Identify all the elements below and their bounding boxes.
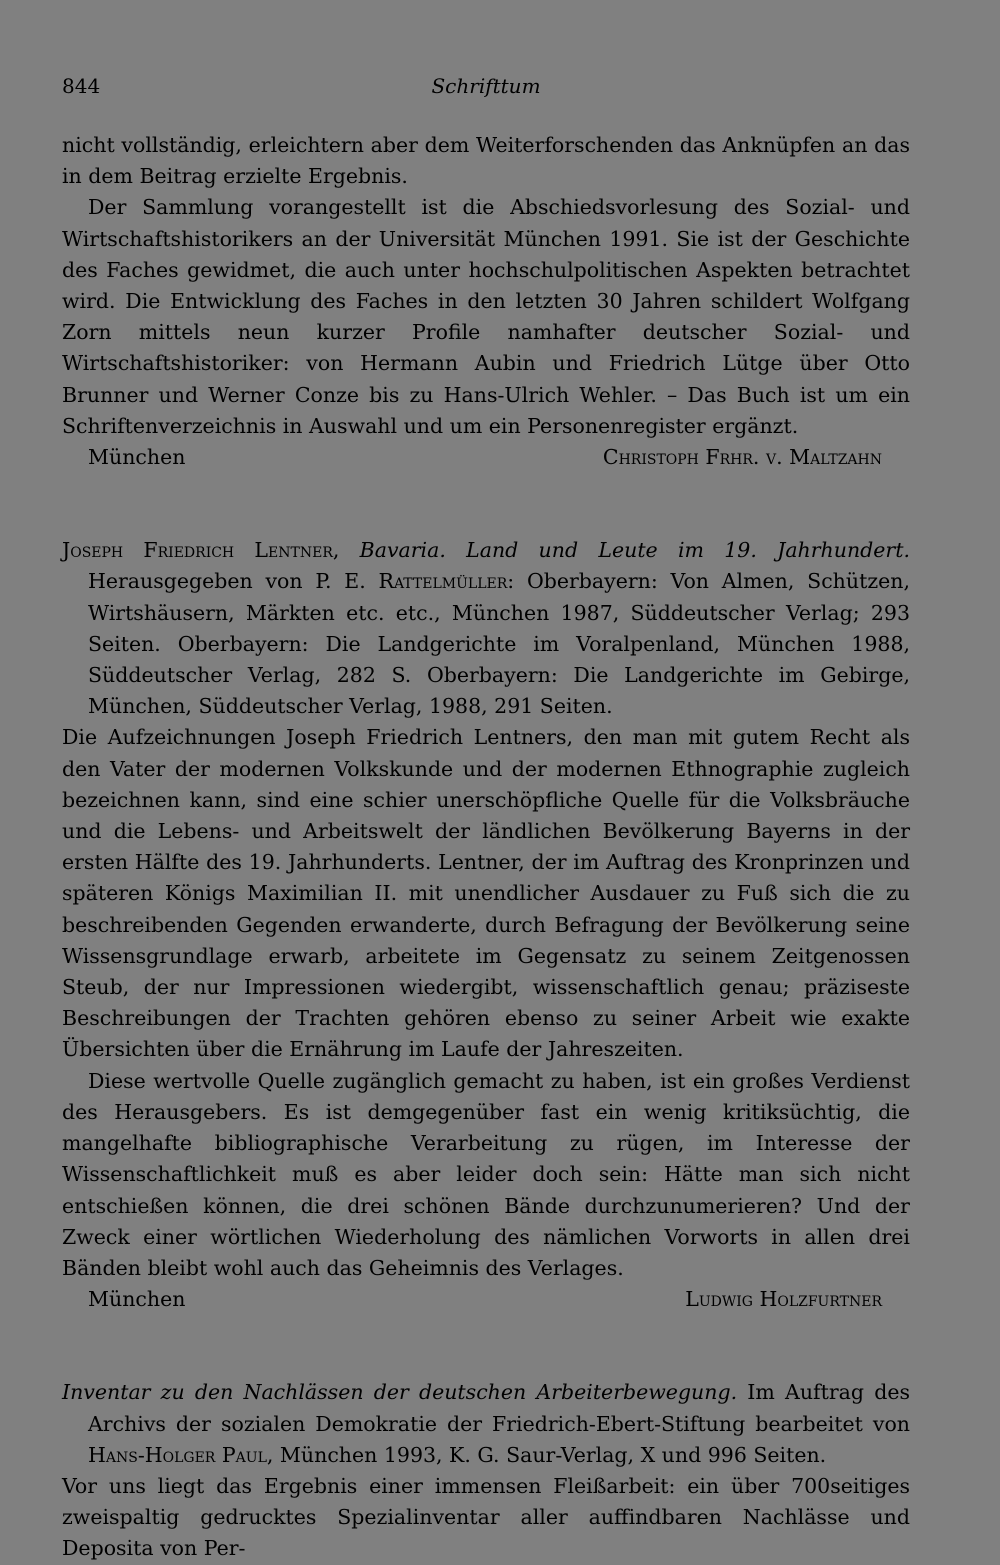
review-arbeiterbewegung [62,1377,910,1564]
review-signature [62,442,910,473]
book-author: Joseph Friedrich Lentner, [62,538,340,563]
review-paragraph: Der Sammlung vorangestellt ist die Abschiedsvorlesung des Sozial- und Wirtschaftshistorikers an der Universität München 1991. Sie ist der Geschichte des Faches gewidmet, die auch unter hochschulpolitischen Aspekten betrachtet wird. Die Entwicklung des Faches in den letzten 30 Jahren schildert Wolfgang Zorn mittels neun kurzer Profile namhafter deutscher Sozial- und Wirtschaftshistoriker: von Hermann Aubin und Friedrich Lütge über Otto Brunner und Werner Conze bis zu Hans-Ulrich Wehler. – Das Buch ist um ein Schriftenverzeichnis in Auswahl und um ein Personenregister ergänzt. [62,195,910,438]
review-paragraph: Die Aufzeichnungen Joseph Friedrich Lentners, den man mit gutem Recht als den Vater der modernen Volkskunde und der modernen Ethnographie zugleich bezeichnen kann, sind eine schier unerschöpfliche Quelle für die Volksbräuche und die Lebens- und Arbeitswelt der ländlichen Bevölkerung Bayerns in der ersten Hälfte des 19. Jahrhunderts. Lentner, der im Auftrag des Kronprinzen und späteren Königs Maximilian II. mit unendlicher Ausdauer zu Fuß sich die zu beschreibenden Gegenden erwanderte, durch Befragung der Bevölkerung seine Wissensgrundlage erwarb, arbeitete im Gegensatz zu seinem Zeitgenossen Steub, der nur Impressionen wiedergibt, wissenschaftlich genau; präziseste Beschreibungen der Trachten gehören ebenso zu seiner Arbeit wie exakte Übersichten über die Ernährung im Laufe der Jahreszeiten. [62,725,910,1062]
page-header [62,74,910,102]
reviewer-name: Christoph Frhr. v. Maltzahn [602,445,882,470]
signature-place: München [88,445,186,470]
section-spacer [62,473,910,535]
review-maltzahn [62,130,910,473]
page-number: 844 [62,74,101,98]
bibliographic-details: Oberbayern: Von Almen, Schützen, Wirtshäusern, Märkten etc. etc., München 1987, Süddeutscher Verlag; 293 Seiten. Oberbayern: Die Landgerichte im Voralpenland, München 1988, Süddeutscher Verlag, 282 S. Oberbayern: Die Landgerichte im Gebirge, München, Süddeutscher Verlag, 1988, 291 Seiten. [88,569,910,719]
bibliographic-details: München 1993, K. G. Saur-Verlag, X und 996 Seiten. [279,1442,827,1467]
signature-place: München [88,1287,186,1312]
section-spacer [62,1315,910,1377]
bibliographic-entry [62,1377,910,1471]
review-paragraph: Diese wertvolle Quelle zugänglich gemacht zu haben, ist ein großes Verdienst des Herausgebers. Es ist demgegenüber fast ein wenig kritiksüchtig, die mangelhafte bibliographische Verarbeitung zu rügen, im Interesse der Wissenschaftlichkeit muß es aber leider doch sein: Hätte man sich nicht entschießen können, die drei schönen Bände durchzunumerieren? Und der Zweck einer wörtlichen Wiederholung des nämlichen Vorworts in allen drei Bänden bleibt wohl auch das Geheimnis des Verlages. [62,1068,910,1280]
book-title: Inventar zu den Nachlässen der deutschen Arbeiterbewegung. [62,1380,738,1405]
bibliographic-details: Im Auftrag des Archivs der sozialen Demokratie der Friedrich-Ebert-Stiftung bearbeitet von [88,1380,910,1436]
editor-prefix: Herausgegeben von P. E. [88,569,366,594]
review-paragraph: Vor uns liegt das Ergebnis einer immensen Fleißarbeit: ein über 700seitiges zweispaltig gedrucktes Spezialinventar aller auffindbaren Nachlässe und Deposita von Per- [62,1473,910,1561]
page-body [62,130,910,1565]
bibliographic-entry [62,535,910,722]
reviewer-name: Ludwig Holzfurtner [685,1287,882,1312]
book-editor: Rattelmüller: [378,569,515,594]
running-head: Schrifttum [431,74,541,98]
review-continuation-text: nicht vollständig, erleichtern aber dem Weiterforschenden das Anknüpfen an das in dem Beitrag erzielte Ergebnis. [62,133,910,189]
book-title: Bavaria. Land und Leute im 19. Jahrhundert. [359,538,910,563]
book-editor: Hans-Holger Paul, [88,1442,274,1467]
review-signature [62,1284,910,1315]
review-lentner [62,535,910,1315]
